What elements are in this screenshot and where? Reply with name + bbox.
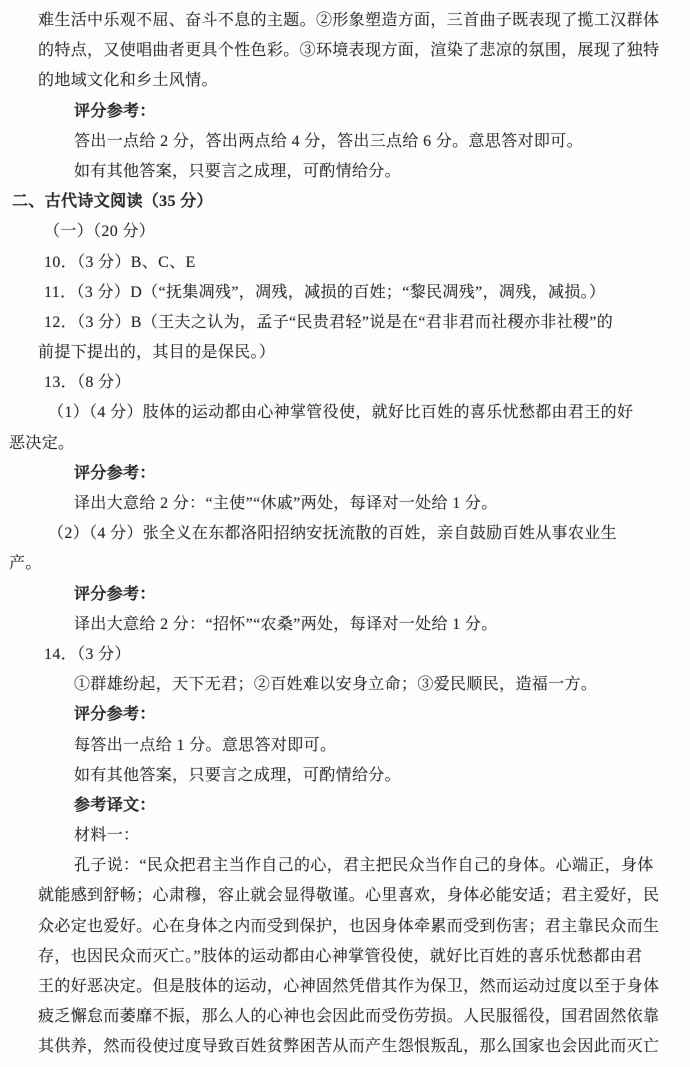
document-line: 前提下提出的，其目的是保民。） bbox=[38, 344, 276, 362]
document-line: 评分参考： bbox=[74, 585, 156, 603]
document-line: 13．（8 分） bbox=[44, 374, 131, 392]
document-line: 的特点，又使唱曲者更具个性色彩。③环境表现方面，渲染了悲凉的氛围，展现了独特 bbox=[38, 42, 660, 60]
document-line: 就能感到舒畅；心肃穆，容止就会显得敬谨。心里喜欢，身体必能安适；君主爱好，民 bbox=[38, 887, 660, 905]
document-line: 王的好恶决定。但是肢体的运动，心神固然凭借其作为保卫，然而运动过度以至于身体 bbox=[38, 978, 660, 995]
document-line: 译出大意给 2 分：“主使”“休戚”两处，每译对一处给 1 分。 bbox=[74, 495, 498, 512]
document-line: 译出大意给 2 分：“招怀”“农桑”两处，每译对一处给 1 分。 bbox=[74, 615, 498, 633]
document-line: 10．（3 分）B、C、E bbox=[44, 253, 196, 271]
document-line: 孔子说：“民众把君主当作自己的心，君主把民众当作自己的身体。心端正，身体 bbox=[74, 857, 654, 875]
document-line: 产。 bbox=[9, 555, 42, 573]
document-line: 的地域文化和乡土风情。 bbox=[38, 72, 218, 90]
document-line: 众必定也爱好。心在身体之内而受到保护，也因身体牵累而受到伤害；君主靠民众而生 bbox=[38, 917, 660, 935]
document-line: 恶决定。 bbox=[9, 434, 75, 452]
document-line: ①群雄纷起，天下无君；②百姓难以安身立命；③爱民顺民，造福一方。 bbox=[74, 676, 598, 694]
document-line: 存，也因民众而灭亡。”肢体的运动都由心神掌管役使，就好比百姓的喜乐忧愁都由君 bbox=[38, 947, 643, 965]
document-line: 评分参考： bbox=[74, 706, 156, 724]
document-line: （一）（20 分） bbox=[44, 223, 156, 241]
document-line: 11．（3 分）D（“抚集凋残”，凋残，减损的百姓；“黎民凋残”，凋残，减损。） bbox=[44, 283, 606, 301]
document-line: 难生活中乐观不屈、奋斗不息的主题。②形象塑造方面，三首曲子既表现了揽工汉群体 bbox=[38, 12, 660, 29]
document-line: 答出一点给 2 分，答出两点给 4 分，答出三点给 6 分。意思答对即可。 bbox=[74, 132, 583, 150]
document-line: 如有其他答案，只要言之成理，可酌情给分。 bbox=[74, 766, 402, 784]
document-line: 评分参考： bbox=[74, 464, 156, 482]
document-line: 二、古代诗文阅读（35 分） bbox=[12, 193, 213, 211]
document-line: 评分参考： bbox=[74, 102, 156, 120]
document-line: 如有其他答案，只要言之成理，可酌情给分。 bbox=[74, 162, 402, 180]
document-line: 每答出一点给 1 分。意思答对即可。 bbox=[74, 736, 337, 754]
document-line: 12．（3 分）B（王夫之认为，孟子“民贵君轻”说是在“君非君而社稷亦非社稷”的 bbox=[44, 313, 614, 331]
document-line: 材料一： bbox=[74, 827, 140, 845]
document-line: 14．（3 分） bbox=[44, 645, 131, 663]
document-line: 参考译文： bbox=[74, 796, 156, 814]
document-line: 其供养，然而役使过度导致百姓贫弊困苦从而产生怨恨叛乱，那么国家也会因此而灭亡 bbox=[38, 1038, 660, 1056]
document-line: 疲乏懈怠而萎靡不振，那么人的心神也会因此而受伤劳损。人民服徭役，国君固然依靠 bbox=[38, 1008, 660, 1026]
document-text-block bbox=[0, 6, 690, 1063]
document-line: （1）（4 分）肢体的运动都由心神掌管役使，就好比百姓的喜乐忧愁都由君王的好 bbox=[48, 404, 634, 422]
document-line: （2）（4 分）张全义在东都洛阳招纳安抚流散的百姓，亲自鼓励百姓从事农业生 bbox=[48, 525, 617, 543]
